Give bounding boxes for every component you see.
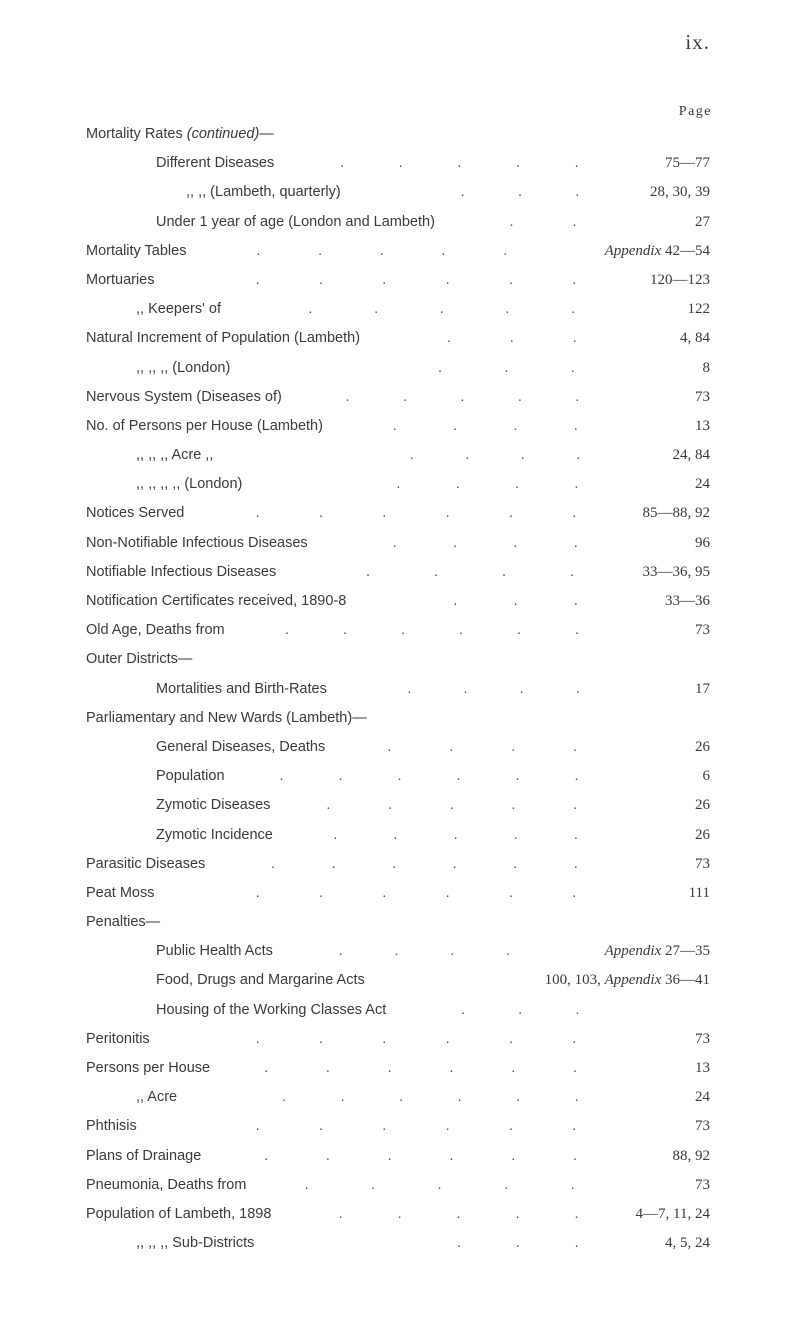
dot-leader: . . . . . . <box>264 1147 578 1164</box>
index-entry <box>86 879 710 908</box>
entry-label <box>86 505 184 521</box>
dot-leader: . . . . . <box>326 797 578 814</box>
entry-page-value: 33—36 <box>665 593 710 609</box>
entry-page-reference <box>695 1118 710 1135</box>
entry-label <box>136 360 230 376</box>
entry-label-text: Housing of the Working Classes Act <box>156 1001 387 1018</box>
dot-leader: . . . . . . <box>264 1060 578 1076</box>
entry-page-value: 13 <box>695 417 710 434</box>
entry-label-text: Non-Notifiable Infectious Diseases <box>86 534 308 551</box>
entry-page-reference <box>695 1089 710 1106</box>
entry-label-text: Mortalities and Birth-Rates <box>156 680 327 697</box>
entry-page-value: 4, 5, 24 <box>665 1235 710 1252</box>
entry-label <box>86 1031 150 1047</box>
entry-page-reference <box>695 622 710 639</box>
entry-page-reference <box>703 768 711 785</box>
entry-label-text: ,, Keepers' of <box>136 301 221 318</box>
entry-label <box>86 622 225 638</box>
dot-leader: . . . . . <box>256 242 508 259</box>
dot-leader: . . . . . <box>345 388 580 405</box>
entry-label-text: Notification Certificates received, 1890-8 <box>86 593 347 609</box>
entry-label <box>86 330 360 346</box>
entry-label-text: Nervous System (Diseases of) <box>86 388 282 405</box>
entry-page-reference <box>673 1148 711 1165</box>
index-entry <box>86 383 710 412</box>
index-entry <box>86 1171 710 1200</box>
entry-page-reference <box>643 505 711 522</box>
index-entry <box>86 178 710 207</box>
entry-label-text: Population <box>156 768 225 785</box>
index-entry <box>86 762 710 791</box>
index-entry <box>86 704 710 733</box>
entry-page-value: 17 <box>695 680 710 697</box>
entry-page-reference <box>673 447 711 464</box>
entry-page-reference <box>695 827 710 844</box>
entry-page-value: 96 <box>695 534 710 551</box>
page-number: ix. <box>685 30 710 54</box>
entry-label <box>136 447 213 463</box>
entry-label <box>156 972 365 988</box>
dot-leader: . . . . . <box>338 1205 579 1222</box>
entry-label <box>86 1060 210 1076</box>
entry-page-value: 88, 92 <box>672 1147 710 1164</box>
dot-leader: . . . . <box>338 943 511 960</box>
index-entry <box>86 996 710 1025</box>
entry-page-value: 13 <box>695 1060 710 1076</box>
entry-label-text: Different Diseases <box>156 155 275 172</box>
dot-leader: . . . . . <box>304 1176 575 1193</box>
index-entry <box>86 733 710 762</box>
index-entry <box>86 354 710 383</box>
entry-label-text: ,, ,, ,, Acre ,, <box>136 447 214 464</box>
index-entry <box>86 266 710 295</box>
entry-label <box>136 1089 177 1105</box>
entry-label <box>86 535 308 551</box>
entry-page-value: 120—123 <box>650 271 710 288</box>
entry-page-value: 4, 84 <box>680 330 710 347</box>
entry-page-value: 26 <box>695 826 710 843</box>
entry-label-text: Public Health Acts <box>156 943 273 960</box>
entry-page-value: 73 <box>695 1176 710 1193</box>
page-column-header: Page <box>678 104 712 119</box>
entry-page-value: 73 <box>695 622 710 639</box>
index-entry <box>86 1142 710 1171</box>
entry-label-text: Old Age, Deaths from <box>86 622 225 639</box>
entry-label <box>86 243 186 259</box>
dot-leader: . . . <box>460 1001 580 1018</box>
entry-label-text: Parasitic Diseases <box>86 855 206 872</box>
entry-label <box>86 914 160 930</box>
entry-page-reference <box>650 272 710 289</box>
entry-page-appendix: Appendix <box>604 242 665 259</box>
index-entry <box>86 616 710 645</box>
dot-leader: . . . . . <box>333 826 578 843</box>
entry-page-reference <box>605 243 710 260</box>
dot-leader: . . . . . . <box>255 1030 577 1047</box>
entry-label-text: General Diseases, Deaths <box>156 738 326 755</box>
dot-leader: . . . . <box>387 738 578 755</box>
entry-label-text: Mortality Tables <box>86 242 187 259</box>
entry-label <box>86 564 276 580</box>
entry-label-text: Zymotic Incidence <box>156 826 273 843</box>
dot-leader: . . . . <box>396 476 579 493</box>
entry-page-value: 122 <box>687 301 710 318</box>
entry-label <box>156 739 325 755</box>
dot-leader: . . . . . . <box>271 855 578 872</box>
entry-page-reference <box>605 943 710 960</box>
entry-label-text: No. of Persons per House (Lambeth) <box>86 417 323 434</box>
entry-page-reference <box>695 739 710 756</box>
index-entry <box>86 295 710 324</box>
entry-label <box>156 214 435 230</box>
entry-label <box>86 1177 246 1193</box>
index-entries <box>86 120 710 1258</box>
entry-label <box>156 1002 386 1018</box>
entry-label-text: ,, ,, ,, Sub-Districts <box>136 1235 255 1252</box>
entry-label-text: ,, ,, (Lambeth, quarterly) <box>186 184 341 201</box>
entry-label <box>86 651 192 667</box>
entry-label <box>86 710 367 726</box>
entry-label-suffix: — <box>259 126 274 142</box>
entry-label <box>186 184 341 200</box>
entry-label-text: ,, ,, ,, ,, (London) <box>136 476 243 493</box>
entry-page-value: 27 <box>695 213 710 230</box>
index-entry <box>86 149 710 178</box>
index-entry <box>86 558 710 587</box>
entry-page-value: 28, 30, 39 <box>650 184 710 201</box>
index-entry <box>86 675 710 704</box>
entry-page-value: 73 <box>695 1030 710 1047</box>
entry-page-reference <box>695 856 710 873</box>
entry-page-reference <box>695 797 710 814</box>
entry-page-value: 85—88, 92 <box>642 505 710 522</box>
entry-label <box>136 476 242 492</box>
entry-label-text: Natural Increment of Population (Lambeth) <box>86 330 361 347</box>
entry-label <box>156 827 273 843</box>
dot-leader: . . . <box>456 1235 579 1252</box>
entry-label-text: Peritonitis <box>86 1030 150 1047</box>
dot-leader: . . . . . . <box>279 768 579 785</box>
entry-label <box>86 1118 137 1134</box>
entry-label-text: Population of Lambeth, 1898 <box>86 1205 272 1222</box>
entry-label-text: Plans of Drainage <box>86 1147 202 1164</box>
dot-leader: . . . <box>460 184 580 201</box>
index-entry <box>86 821 710 850</box>
dot-leader: . . . <box>446 330 577 347</box>
entry-label <box>156 943 273 959</box>
entry-page-reference <box>688 301 711 318</box>
entry-page-reference <box>695 476 710 493</box>
entry-page-reference <box>695 418 710 435</box>
entry-label-text: Under 1 year of age (London and Lambeth) <box>156 213 435 230</box>
entry-page-reference <box>695 681 710 698</box>
index-entry <box>86 1200 710 1229</box>
dot-leader: . . . . . <box>308 301 576 318</box>
entry-label-text: Persons per House <box>86 1060 211 1076</box>
entry-label <box>86 593 346 609</box>
entry-label-text: ,, ,, ,, (London) <box>136 359 231 376</box>
entry-label-text: Pneumonia, Deaths from <box>86 1176 247 1193</box>
entry-label <box>86 1148 201 1164</box>
entry-page-reference <box>695 214 710 231</box>
dot-leader: . . . . <box>392 417 578 434</box>
dot-leader: . . . . <box>409 447 581 464</box>
entry-label-text: ,, Acre <box>136 1089 178 1106</box>
entry-page-reference <box>643 564 711 581</box>
index-entry <box>86 529 710 558</box>
entry-page-value: 111 <box>688 884 710 901</box>
entry-page-value: 75—77 <box>665 155 710 172</box>
entry-label-text: Parliamentary and New Wards (Lambeth)— <box>86 709 367 726</box>
index-entry <box>86 237 710 266</box>
entry-page-value: 24 <box>695 476 710 493</box>
entry-page-value: 73 <box>695 1118 710 1135</box>
entry-label-text: Notifiable Infectious Diseases <box>86 563 277 580</box>
entry-label <box>136 301 221 317</box>
dot-leader: . . . <box>437 359 575 376</box>
entry-page-value: 36—41 <box>665 972 710 989</box>
entry-page-value: 73 <box>695 855 710 872</box>
entry-page-reference <box>695 1177 710 1194</box>
entry-page-prefix: 100, 103, <box>544 972 605 989</box>
entry-label-text: Food, Drugs and Margarine Acts <box>156 972 365 989</box>
entry-page-value: 33—36, 95 <box>642 563 710 580</box>
dot-leader: . . . . <box>392 534 578 551</box>
entry-page-value: 73 <box>695 388 710 405</box>
entry-label <box>136 1235 254 1251</box>
dot-leader: . . . <box>453 593 578 609</box>
entry-page-reference <box>703 360 711 377</box>
index-entry <box>86 208 710 237</box>
index-entry <box>86 499 710 528</box>
index-entry <box>86 1112 710 1141</box>
index-entry <box>86 587 710 616</box>
dot-leader: . . . . . <box>340 155 579 172</box>
entry-label-italic: (continued) <box>186 126 260 142</box>
index-entry <box>86 645 710 674</box>
entry-page-reference <box>695 389 710 406</box>
index-entry <box>86 120 710 149</box>
index-entry <box>86 1054 710 1083</box>
entry-label <box>156 681 327 697</box>
entry-label <box>86 1206 271 1222</box>
dot-leader: . . . . . . <box>255 271 577 288</box>
entry-page-value: 4—7, 11, 24 <box>635 1205 710 1222</box>
index-entry <box>86 791 710 820</box>
entry-label-text: Notices Served <box>86 505 185 522</box>
entry-page-value: 24, 84 <box>672 447 710 464</box>
dot-leader: . . . . . . <box>255 1118 577 1135</box>
entry-label <box>86 885 155 901</box>
entry-label <box>156 155 274 171</box>
entry-label-text: Peat Moss <box>86 884 155 901</box>
index-entry <box>86 908 710 937</box>
entry-page-reference <box>665 155 710 172</box>
entry-page-value: 26 <box>695 738 710 755</box>
index-entry <box>86 1083 710 1112</box>
entry-page-value: 27—35 <box>665 943 710 960</box>
entry-label <box>86 126 274 142</box>
entry-page-appendix: Appendix <box>604 943 665 960</box>
entry-page-value: 26 <box>695 797 710 814</box>
entry-page-reference <box>650 184 710 201</box>
entry-page-reference <box>665 1235 710 1252</box>
index-entry <box>86 470 710 499</box>
entry-label <box>156 768 225 784</box>
entry-label-text: Mortuaries <box>86 271 155 288</box>
dot-leader: . . . . <box>407 680 580 697</box>
entry-page-reference <box>680 330 710 347</box>
entry-page-appendix: Appendix <box>604 972 665 989</box>
entry-label <box>86 856 205 872</box>
index-entry <box>86 937 710 966</box>
index-entry <box>86 441 710 470</box>
dot-leader: . . . . . . <box>282 1089 579 1106</box>
entry-label <box>86 272 155 288</box>
index-entry <box>86 850 710 879</box>
entry-label-text: Zymotic Diseases <box>156 797 271 814</box>
entry-label <box>86 418 323 434</box>
entry-label-text: Phthisis <box>86 1118 137 1135</box>
dot-leader: . . . . . . <box>284 622 580 639</box>
entry-page-reference <box>689 885 710 902</box>
entry-page-reference <box>665 593 710 610</box>
entry-page-value: 8 <box>702 359 710 376</box>
dot-leader: . . . . . . <box>255 884 577 901</box>
entry-label <box>86 389 282 405</box>
entry-page-reference <box>695 535 710 552</box>
entry-page-reference <box>545 972 710 989</box>
entry-label-text: Mortality Rates <box>86 126 187 142</box>
entry-page-reference <box>695 1060 710 1077</box>
entry-page-reference <box>695 1031 710 1048</box>
index-entry <box>86 324 710 353</box>
entry-page-value: 24 <box>695 1089 710 1106</box>
index-entry <box>86 412 710 441</box>
index-entry <box>86 1025 710 1054</box>
index-entry <box>86 1229 710 1258</box>
dot-leader: . . <box>509 213 577 230</box>
entry-label <box>156 797 270 813</box>
entry-page-reference <box>636 1206 710 1223</box>
entry-label-text: Penalties— <box>86 914 161 931</box>
entry-label-text: Outer Districts— <box>86 651 193 668</box>
entry-page-value: 6 <box>702 768 710 785</box>
dot-leader: . . . . . . <box>255 505 577 522</box>
index-entry <box>86 966 710 995</box>
dot-leader: . . . . <box>365 563 575 580</box>
entry-page-value: 42—54 <box>665 242 710 259</box>
